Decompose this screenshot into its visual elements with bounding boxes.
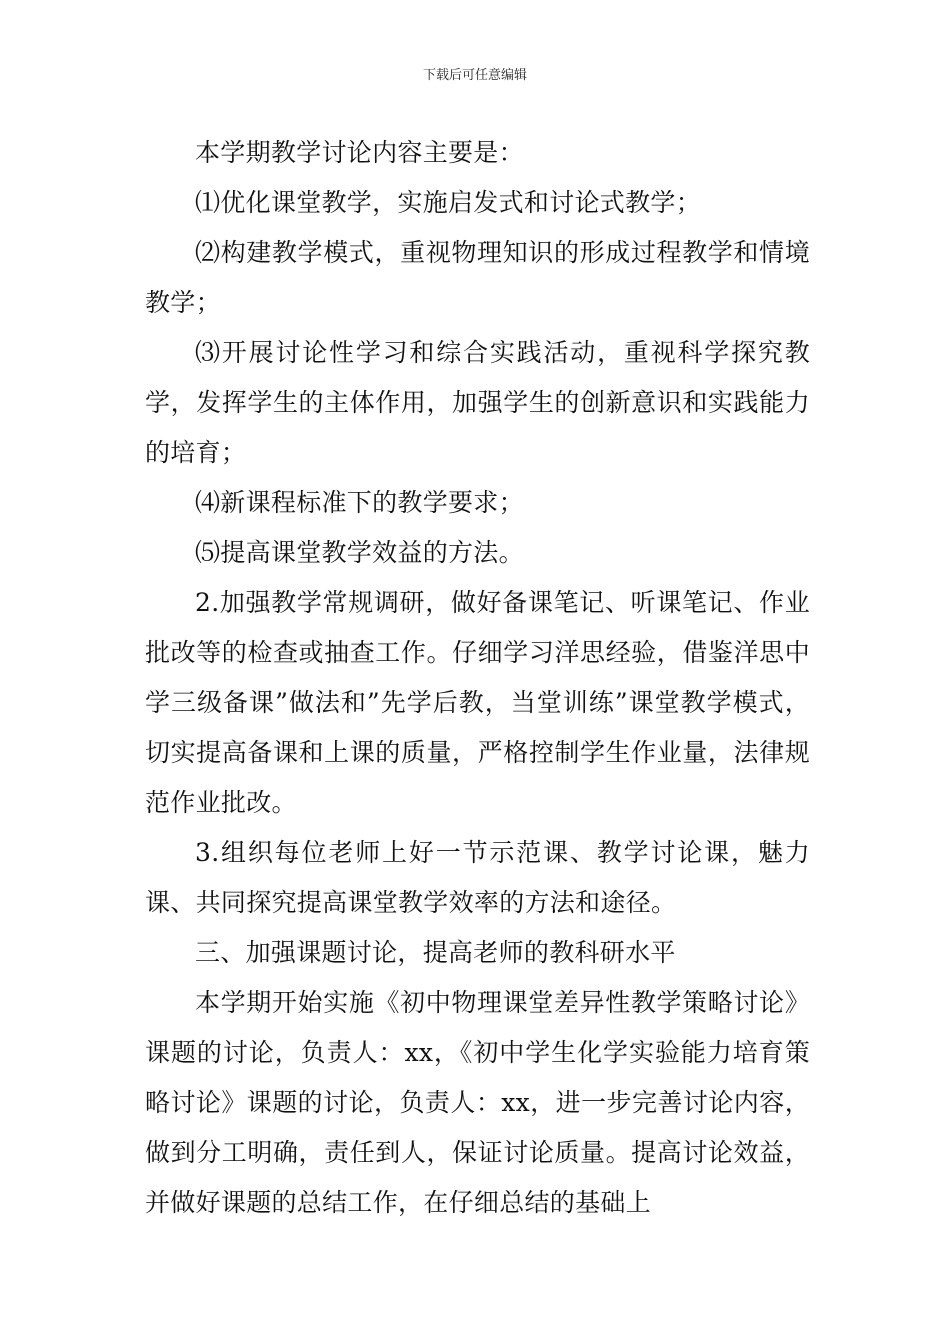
section-heading-3: 三、加强课题讨论，提高老师的教科研水平 (195, 938, 676, 967)
paragraph-section-3: 3.组织每位老师上好一节示范课、教学讨论课，魅力课、共同探究提高课堂教学效率的方法和途径。 (145, 838, 810, 917)
paragraph-item-4: ⑷新课程标准下的教学要求； (195, 488, 524, 517)
paragraph-intro: 本学期教学讨论内容主要是： (195, 138, 524, 167)
page-header: 下载后可任意编辑 (422, 68, 527, 83)
paragraph-item-5: ⑸提高课堂教学效益的方法。 (195, 538, 524, 567)
paragraph-item-3: ⑶开展讨论性学习和综合实践活动，重视科学探究教学，发挥学生的主体作用，加强学生的创新意识和实践能力的培育； (145, 338, 810, 467)
paragraph-item-2: ⑵构建教学模式，重视物理知识的形成过程教学和情境教学； (145, 238, 810, 317)
paragraph-section-2: 2.加强教学常规调研，做好备课笔记、听课笔记、作业批改等的检查或抽查工作。仔细学习洋思经验，借鉴洋思中学三级备课”做法和”先学后教，当堂训练”课堂教学模式，切实提高备课和上课的质量，严格控制学生作业量，法律规范作业批改。 (145, 588, 810, 817)
paragraph-research: 本学期开始实施《初中物理课堂差异性教学策略讨论》课题的讨论，负责人：xx，《初中学生化学实验能力培育策略讨论》课题的讨论，负责人：xx，进一步完善讨论内容，做到分工明确，责任到人，保证讨论质量。提高讨论效益，并做好课题的总结工作，在仔细总结的基础上 (145, 988, 810, 1217)
paragraph-item-1: ⑴优化课堂教学，实施启发式和讨论式教学； (195, 188, 702, 217)
document-body (145, 128, 810, 1228)
